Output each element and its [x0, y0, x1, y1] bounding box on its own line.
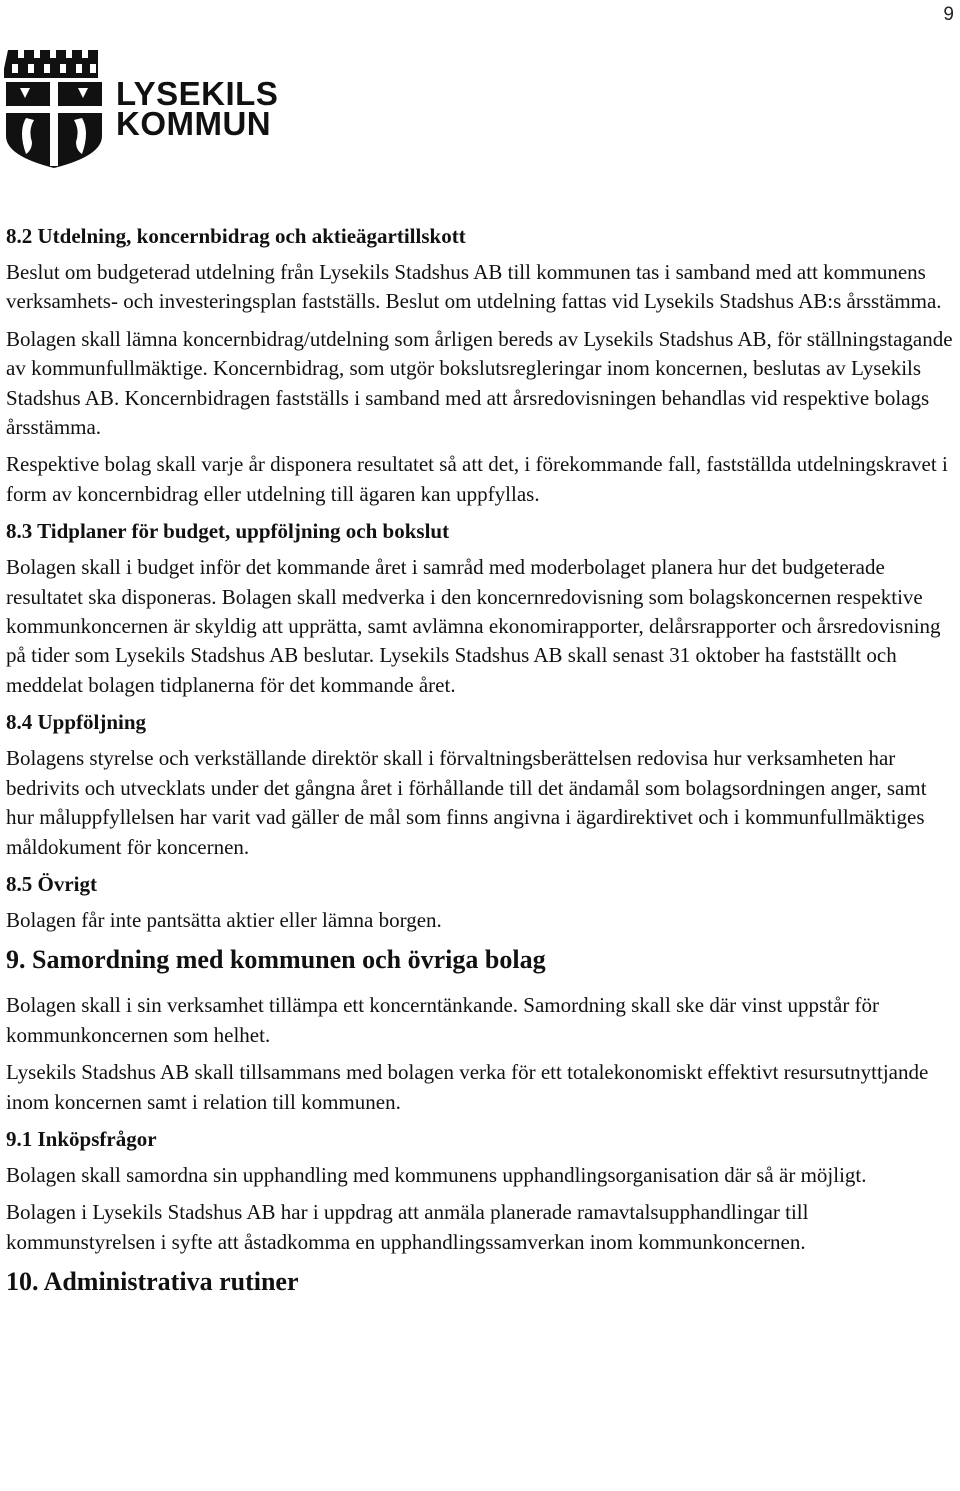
- coat-of-arms-icon: [4, 44, 104, 170]
- paragraph: Bolagen skall i sin verksamhet tillämpa ett koncerntänkande. Samordning skall ske där vinst uppstår för kommunkoncernen som helhet.: [6, 993, 880, 1047]
- heading-8-4: 8.4 Uppföljning: [6, 710, 147, 735]
- paragraph: Bolagen skall i budget inför det kommande året i samråd med moderbolaget planera hur det budgeterade resultatet ska disponeras. Bolagen skall medverka i den koncernredovisning som bolagskoncernen respektive kommunkoncernen är skyldig att upprätta, samt avlämna ekonomirapporter, delårsrapporter och årsredovisning på tider som Lysekils Stadshus AB beslutar. Lysekils Stadshus AB skall senast 31 oktober ha fastställt och meddelat bolagen tidplanerna för det kommande året.: [6, 555, 941, 697]
- paragraph: Bolagen i Lysekils Stadshus AB har i uppdrag att anmäla planerade ramavtalsupphandlingar till kommunstyrelsen i syfte att åstadkomma en upphandlingssamverkan inom kommunkoncernen.: [6, 1200, 809, 1254]
- paragraph: Bolagen får inte pantsätta aktier eller lämna borgen.: [6, 907, 442, 932]
- paragraph: Bolagens styrelse och verkställande direktör skall i förvaltningsberättelsen redovisa hur verksamheten har bedrivits och utvecklats under det gångna året i förhållande till det ändamål som bolagsordningen anger, samt hur måluppfyllelsen har varit vad gäller de mål som finns angivna i ägardirektivet och i kommunfullmäktiges måldokument för koncernen.: [6, 746, 927, 859]
- logo-line-2: KOMMUN: [116, 105, 272, 142]
- heading-9-1: 9.1 Inköpsfrågor: [6, 1126, 157, 1151]
- municipality-logo: [4, 44, 286, 170]
- paragraph: Lysekils Stadshus AB skall tillsammans med bolagen verka för ett totalekonomiskt effektivt resursutnyttjande inom koncernen samt i relation till kommunen.: [6, 1060, 929, 1114]
- heading-8-2: 8.2 Utdelning, koncernbidrag och aktieägartillskott: [6, 224, 466, 248]
- paragraph: Bolagen skall lämna koncernbidrag/utdelning som årligen bereds av Lysekils Stadshus AB, för ställningstagande av kommunfullmäktige. Koncernbidrag, som utgör bokslutsregleringar inom koncernen, beslutas av Lysekils Stadshus AB. Koncernbidragen fastställs i samband med att årsredovisningen behandlas vid respektive bolags årsstämma.: [6, 326, 953, 440]
- heading-8-5: 8.5 Övrigt: [6, 871, 97, 896]
- heading-10: 10. Administrativa rutiner: [6, 1267, 299, 1297]
- document-body: [6, 222, 954, 1313]
- logo-text: [116, 75, 286, 142]
- logo-line-1: LYSEKILS: [116, 75, 279, 112]
- paragraph: Beslut om budgeterad utdelning från Lysekils Stadshus AB till kommunen tas i samband med att kommunens verksamhets- och investeringsplan fastställs. Beslut om utdelning fattas vid Lysekils Stadshus AB:s årsstämma.: [6, 260, 942, 314]
- paragraph: Bolagen skall samordna sin upphandling med kommunens upphandlingsorganisation där så är möjligt.: [6, 1162, 867, 1187]
- heading-8-3: 8.3 Tidplaner för budget, uppföljning och bokslut: [6, 519, 450, 544]
- paragraph: Respektive bolag skall varje år disponera resultatet så att det, i förekommande fall, fastställda utdelningskravet i form av koncernbidrag eller utdelning till ägaren kan uppfyllas.: [6, 452, 948, 506]
- page-number: 9: [943, 4, 954, 25]
- heading-9: 9. Samordning med kommunen och övriga bolag: [6, 945, 546, 975]
